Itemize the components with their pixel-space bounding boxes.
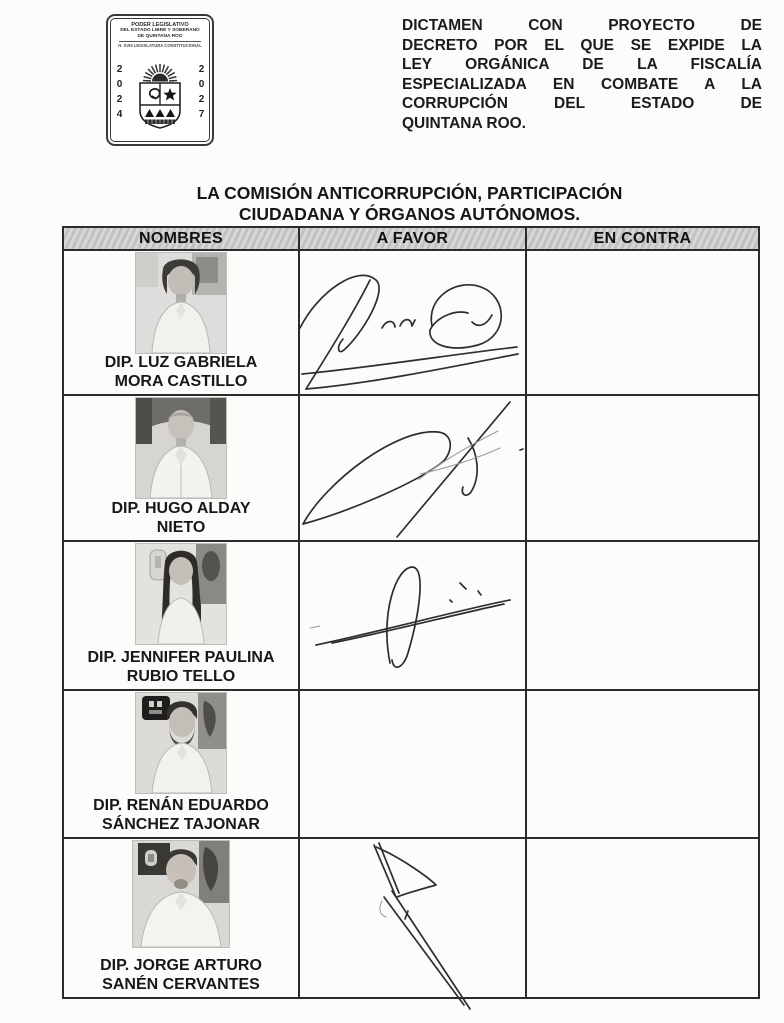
commission-title [62, 183, 757, 225]
cell-a-favor [299, 541, 526, 690]
signature [352, 839, 487, 1017]
quintana-roo-coat-of-arms-icon [124, 52, 196, 136]
dictamen-line: DICTAMEN CON PROYECTO DE [402, 17, 762, 34]
table-row [63, 690, 759, 838]
cell-en-contra [526, 690, 759, 838]
seal-divider [119, 41, 201, 42]
deputy-photo [136, 544, 226, 644]
cell-nombre [63, 690, 299, 838]
deputy-name: DIP. RENÁN EDUARDO SÁNCHEZ TAJONAR [93, 797, 269, 833]
seal-motto-line4: H. XVIII LEGISLATURA CONSTITUCIONAL [118, 43, 202, 49]
seal-motto-line3: DE QUINTANA ROO [137, 33, 183, 39]
column-header-nombres: NOMBRES [63, 227, 299, 250]
signature [294, 254, 524, 394]
column-header-en-contra: EN CONTRA [526, 227, 759, 250]
cell-en-contra [526, 395, 759, 541]
seal-motto-text [113, 22, 207, 48]
cell-a-favor [299, 690, 526, 838]
deputy-name: DIP. HUGO ALDAY NIETO [111, 500, 251, 536]
signature [308, 550, 516, 680]
seal-motto-line1: PODER LEGISLATIVO [131, 22, 189, 28]
voting-table [62, 226, 760, 999]
cell-en-contra [526, 541, 759, 690]
cell-a-favor [299, 395, 526, 541]
cell-en-contra [526, 250, 759, 395]
seal-middle [113, 48, 207, 139]
deputy-photo [133, 841, 229, 947]
cell-nombre [63, 395, 299, 541]
seal-motto-line2: DEL ESTADO LIBRE Y SOBERANO [120, 28, 200, 33]
legislature-seal-inner [110, 18, 210, 142]
deputy-name: DIP. LUZ GABRIELA MORA CASTILLO [104, 354, 258, 390]
deputy-name: DIP. JORGE ARTURO SANÉN CERVANTES [100, 957, 262, 993]
cell-en-contra [526, 838, 759, 998]
commission-title-line2: CIUDADANA Y ÓRGANOS AUTÓNOMOS. [238, 204, 581, 224]
cell-nombre [63, 250, 299, 395]
dictamen-line: ESPECIALIZADA EN COMBATE A LA [402, 75, 762, 93]
dictamen-line: DECRETO POR EL QUE SE EXPIDE LA [402, 36, 762, 54]
table-row [63, 838, 759, 998]
table-row [63, 395, 759, 541]
deputy-name: DIP. JENNIFER PAULINA RUBIO TELLO [87, 649, 275, 685]
deputy-photo [136, 398, 226, 498]
table-header-row [63, 227, 759, 250]
dictamen-text [402, 16, 762, 133]
dictamen-line: QUINTANA ROO. [402, 114, 526, 132]
seal-year-start: 2024 [114, 63, 125, 124]
column-header-a-favor: A FAVOR [299, 227, 526, 250]
dictamen-line: CORRUPCIÓN DEL ESTADO DE [402, 95, 762, 112]
signature [300, 398, 525, 540]
deputy-photo [136, 253, 226, 353]
deputy-photo [136, 693, 226, 793]
cell-nombre [63, 838, 299, 998]
seal-year-end: 2027 [196, 63, 207, 124]
legislature-seal [106, 14, 214, 146]
table-row [63, 541, 759, 690]
table-row [63, 250, 759, 395]
cell-a-favor [299, 250, 526, 395]
cell-nombre [63, 541, 299, 690]
cell-a-favor [299, 838, 526, 998]
dictamen-line: LEY ORGÁNICA DE LA FISCALÍA [402, 56, 762, 73]
commission-title-line1: LA COMISIÓN ANTICORRUPCIÓN, PARTICIPACIÓN [196, 183, 623, 203]
